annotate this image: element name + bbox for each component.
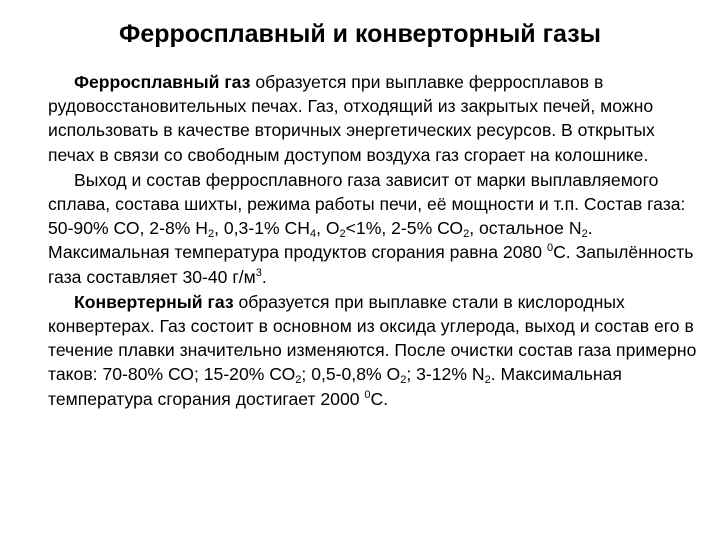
paragraph-converter-gas (48, 290, 698, 411)
text-segment: Выход и состав ферросплавного газа зависит от марки выплавляемого сплава, состава шихты, режима работы печи, её мощности и т.п. Состав газа: 50-90% СО, 2-8% Н (48, 169, 686, 239)
text-segment: , О (316, 218, 340, 239)
text-segment: ; 3-12% N (406, 364, 485, 385)
subscript: 2 (463, 228, 470, 241)
text-segment: С. Запылённость газа составляет 30-40 г/м (48, 242, 694, 287)
paragraph-text: образуется при выплавке ферросплавов в рудовосстановительных печах. Газ, отходящий из закрытых печей, можно использовать в качестве вторичных энергетических ресурсов. В открытых печах в связи со свободным доступом воздуха газ сгорает на колошнике. (48, 72, 655, 165)
subscript: 2 (581, 228, 588, 241)
subscript: 2 (484, 374, 491, 387)
term-converter-gas: Конвертерный газ (74, 291, 234, 312)
paragraph-ferroalloy-gas (48, 70, 698, 167)
subscript: 2 (339, 228, 346, 241)
superscript: 0 (546, 242, 554, 255)
subscript: 2 (207, 228, 215, 241)
text-segment: , 0,3-1% СН (214, 218, 310, 239)
subscript: 4 (309, 228, 317, 241)
text-segment: . Максимальная температура сгорания достигает 2000 (48, 364, 622, 409)
superscript: 3 (255, 266, 262, 279)
text-segment: ; 0,5-0,8% О (301, 364, 401, 385)
subscript: 2 (295, 374, 302, 387)
text-segment: образуется при выплавке стали в кислородных конвертерах. Газ состоит в основном из оксида углерода, выход и состав его в течение плавки значительно изменяются. После очистки состав газа примерно таков: 70-80% СО; 15-20% СО (48, 291, 697, 385)
slide-body (48, 70, 698, 412)
text-segment: . Максимальная температура продуктов сгорания равна 2080 (48, 218, 593, 263)
paragraph-composition (48, 168, 698, 289)
text-segment: <1%, 2-5% СО (345, 218, 464, 239)
subscript: 2 (400, 374, 407, 387)
slide-title: Ферросплавный и конверторный газы (118, 20, 602, 48)
superscript: 0 (364, 388, 371, 401)
text-segment: С. (370, 388, 389, 409)
term-ferroalloy-gas: Ферросплавный газ (74, 72, 251, 92)
text-segment: , остальное N (469, 218, 582, 239)
text-segment: . (261, 266, 267, 287)
